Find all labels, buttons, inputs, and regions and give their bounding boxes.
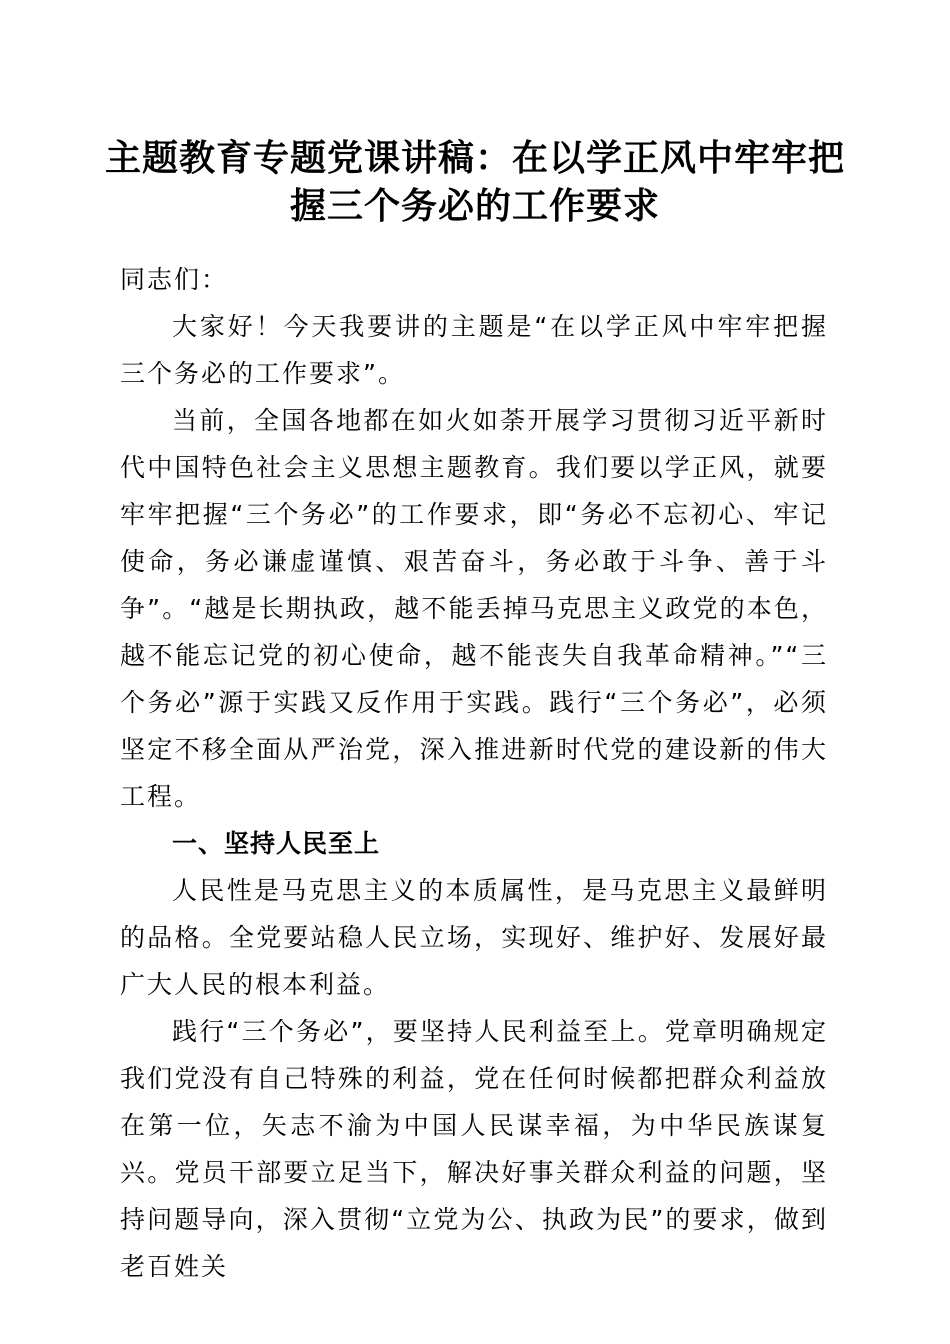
- salutation: 同志们：: [120, 265, 229, 294]
- paragraph-greeting: 大家好！今天我要讲的主题是“在以学正风中牢牢把握三个务必的工作要求”。: [120, 312, 828, 388]
- document-title: [100, 134, 850, 230]
- title-line-1: 主题教育专题党课讲稿：在以学正风中牢牢把: [104, 137, 845, 179]
- paragraph-intro: 当前，全国各地都在如火如荼开展学习贯彻习近平新时代中国特色社会主义思想主题教育。我们要以学正风，就要牢牢把握“三个务必”的工作要求，即“务必不忘初心、牢记使命，务必谦虚谨慎、艰苦奋斗，务必敢于斗争、善于斗争”。“越是长期执政，越不能丢掉马克思主义政党的本色，越不能忘记党的初心使命，越不能丧失自我革命精神。”“三个务必”源于实践又反作用于实践。践行“三个务必”，必须坚定不移全面从严治党，深入推进新时代党的建设新的伟大工程。: [120, 406, 828, 811]
- document-body: [120, 256, 828, 1290]
- title-line-2: 握三个务必的工作要求: [289, 185, 660, 227]
- paragraph-section1-b: 践行“三个务必”，要坚持人民利益至上。党章明确规定我们党没有自己特殊的利益，党在任何时候都把群众利益放在第一位，矢志不渝为中国人民谋幸福，为中华民族谋复兴。党员干部要立足当下，解决好事关群众利益的问题，坚持问题导向，深入贯彻“立党为公、执政为民”的要求，做到老百姓关: [120, 1017, 828, 1281]
- section-heading-1: 一、坚持人民至上: [172, 829, 381, 858]
- paragraph-section1-a: 人民性是马克思主义的本质属性，是马克思主义最鲜明的品格。全党要站稳人民立场，实现好、维护好、发展好最广大人民的根本利益。: [120, 876, 828, 999]
